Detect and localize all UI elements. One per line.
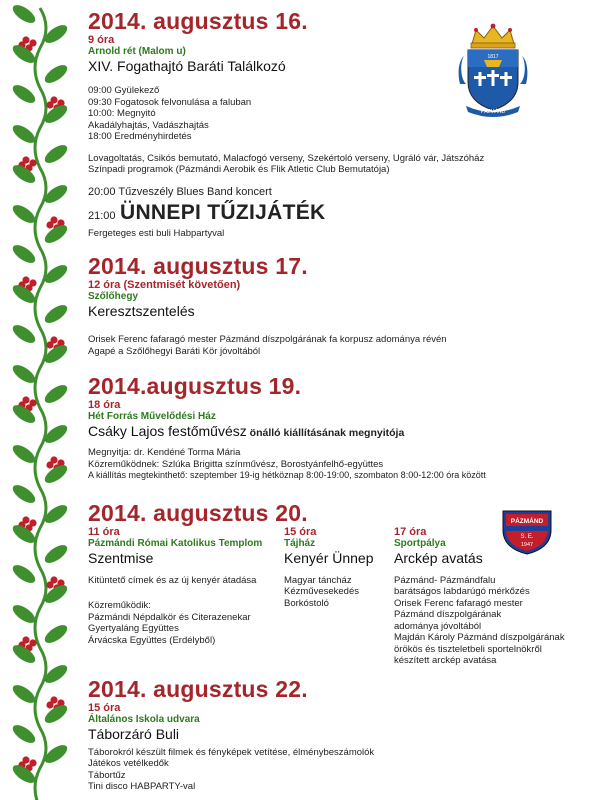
section-aug-16	[88, 8, 593, 239]
leaf-icon	[42, 622, 70, 647]
desc-line: Pázmánd díszpolgárának	[394, 609, 502, 620]
vine-stem	[35, 8, 46, 800]
section-aug-19	[88, 373, 593, 482]
desc-line: Pázmánd- Pázmándfalu	[394, 574, 496, 586]
event-time: 15 óra	[284, 525, 317, 538]
date-heading: 2014. augusztus 20.	[88, 499, 308, 526]
event-title: Arckép avatás	[394, 549, 483, 566]
section-aug-17	[88, 253, 593, 357]
desc-line: Pázmándi Népdalkör és Citerazenekar	[88, 611, 251, 623]
berry-icon	[46, 341, 53, 348]
leaf-icon	[10, 482, 38, 507]
berry-icon	[46, 221, 53, 228]
fireworks-line	[88, 201, 593, 228]
event-title	[88, 423, 593, 441]
event-title: Kenyér Ünnep	[284, 549, 374, 566]
crest-banner: PÁZMÁND	[480, 109, 506, 115]
desc-line: Agapé a Szőlőhegyi Baráti Kör jóvoltából	[88, 345, 261, 357]
desc-line: Tini disco HABPARTY-val	[88, 781, 196, 792]
event-time: 9 óra	[88, 34, 115, 46]
leaf-icon	[10, 722, 38, 747]
desc-line: Orisek Ferenc fafaragó mester	[394, 597, 523, 609]
fireworks-title: ÜNNEPI TŰZIJÁTÉK	[119, 200, 326, 224]
berry-icon	[46, 101, 53, 108]
schedule-item: 10:00: Megnyitó	[88, 108, 156, 119]
desc-line: Kitüntető címek és az új kenyér átadása	[88, 574, 257, 586]
event-place: Tájház	[284, 537, 316, 549]
schedule-item: 09:30 Fogatosok felvonulása a faluban	[88, 96, 252, 108]
desc-line: Közreműködik:	[88, 600, 151, 611]
leaf-icon	[42, 142, 70, 167]
leaf-icon	[10, 82, 38, 107]
date-heading: 2014.augusztus 19.	[88, 373, 302, 399]
leaf-icon	[10, 2, 38, 27]
crest-year: 1817	[487, 54, 499, 60]
sports-club-shield-icon	[500, 508, 554, 556]
desc-line: Majdán Károly Pázmánd díszpolgárának	[394, 632, 565, 643]
berry-icon	[46, 461, 53, 468]
desc-line: Táborokról készült filmek és fényképek vetítése, élménybeszámolók	[88, 746, 375, 758]
schedule-item: 09:00 Gyülekező	[88, 85, 160, 96]
desc-line: A kiállítás megtekinthető: szeptember 19-ig hétköznap 8:00-19:00, szombaton 8:00-12:00 óra között	[88, 470, 486, 480]
leaf-icon	[42, 62, 70, 87]
programs-line: Lovagoltatás, Csikós bemutató, Malacfogó verseny, Szekértoló verseny, Ugráló vár, Játszóház	[88, 152, 485, 164]
leaf-icon	[10, 562, 38, 587]
logo-year-text: 1947	[520, 542, 534, 548]
programs-line: Színpadi programok (Pázmándi Aerobik és Flik Atletic Club Bemutatója)	[88, 164, 390, 175]
schedule-item: Akadályhajtás, Vadászhajtás	[88, 119, 209, 131]
date-heading: 2014. augusztus 22.	[88, 675, 308, 702]
berry-icon	[46, 701, 53, 708]
event-title: Táborzáró Buli	[88, 725, 180, 742]
concert-line: 20:00 Tűzveszély Blues Band koncert	[88, 185, 272, 198]
section-aug-22	[88, 676, 593, 793]
event-place: Hét Forrás Művelődési Ház	[88, 411, 216, 422]
desc-line: barátságos labdarúgó mérkőzés	[394, 586, 530, 597]
event-place: Sportpálya	[394, 537, 446, 549]
event-title: Keresztszentelés	[88, 303, 195, 319]
event-time: 15 óra	[88, 701, 121, 714]
fireworks-time: 21:00	[88, 209, 116, 222]
event-title: XIV. Fogathajtó Baráti Találkozó	[88, 58, 286, 74]
artist-name: Csáky Lajos festőművész	[88, 423, 247, 439]
event-place: Általános Iskola udvara	[88, 713, 200, 725]
vine-decoration	[0, 0, 95, 800]
desc-line: Közreműködnek: Szlúka Brigitta színművész, Borostyánfelhő-együttes	[88, 458, 384, 470]
date-heading: 2014. augusztus 17.	[88, 253, 308, 279]
event-time: 11 óra	[88, 525, 120, 538]
event-time: 18 óra	[88, 399, 121, 411]
desc-line: Orisek Ferenc fafaragó mester Pázmánd díszpolgárának fa korpusz adománya révén	[88, 334, 447, 345]
fireworks-sub: Fergeteges esti buli Habpartyval	[88, 227, 225, 239]
event-place: Szőlőhegy	[88, 291, 139, 302]
column-portrait	[394, 526, 594, 667]
desc-line: örökös és tiszteletbeli sportelnökről	[394, 643, 542, 655]
date-heading: 2014. augusztus 16.	[88, 8, 308, 34]
event-place: Arnold rét (Malom u)	[88, 46, 186, 57]
desc-line: Megnyitja: dr. Kendéné Torma Mária	[88, 447, 241, 458]
desc-line: Árvácska Együttes (Erdélyből)	[88, 634, 216, 646]
leaf-icon	[42, 382, 70, 407]
logo-mid-text: S. E.	[520, 534, 534, 540]
leaf-icon	[10, 242, 38, 267]
event-place: Pázmándi Római Katolikus Templom	[88, 537, 263, 549]
desc-line: Játékos vetélkedők	[88, 758, 169, 769]
leaf-icon	[10, 322, 38, 347]
desc-line: adománya jóvoltából	[394, 620, 482, 632]
desc-line: Tábortűz	[88, 769, 126, 781]
column-bread	[284, 526, 388, 610]
desc-line: Magyar táncház	[284, 574, 352, 586]
desc-line: Kézművesekedés	[284, 586, 359, 597]
exhibition-desc: önálló kiállításának megnyitója	[246, 427, 405, 439]
event-title: Szentmise	[88, 549, 154, 566]
logo-top-text: PÁZMÁND	[510, 518, 544, 525]
schedule-list	[88, 85, 593, 143]
event-time: 17 óra	[394, 525, 427, 538]
desc-line: Borkóstoló	[284, 597, 329, 609]
leaf-icon	[42, 302, 70, 327]
desc-line: készített arckép avatása	[394, 655, 497, 666]
column-mass	[88, 526, 288, 647]
schedule-item: 18:00 Eredményhirdetés	[88, 131, 192, 142]
leaf-icon	[42, 542, 70, 567]
berry-icon	[46, 581, 53, 588]
desc-line: Gyertyaláng Együttes	[88, 623, 179, 634]
event-time: 12 óra (Szentmisét követően)	[88, 279, 241, 291]
